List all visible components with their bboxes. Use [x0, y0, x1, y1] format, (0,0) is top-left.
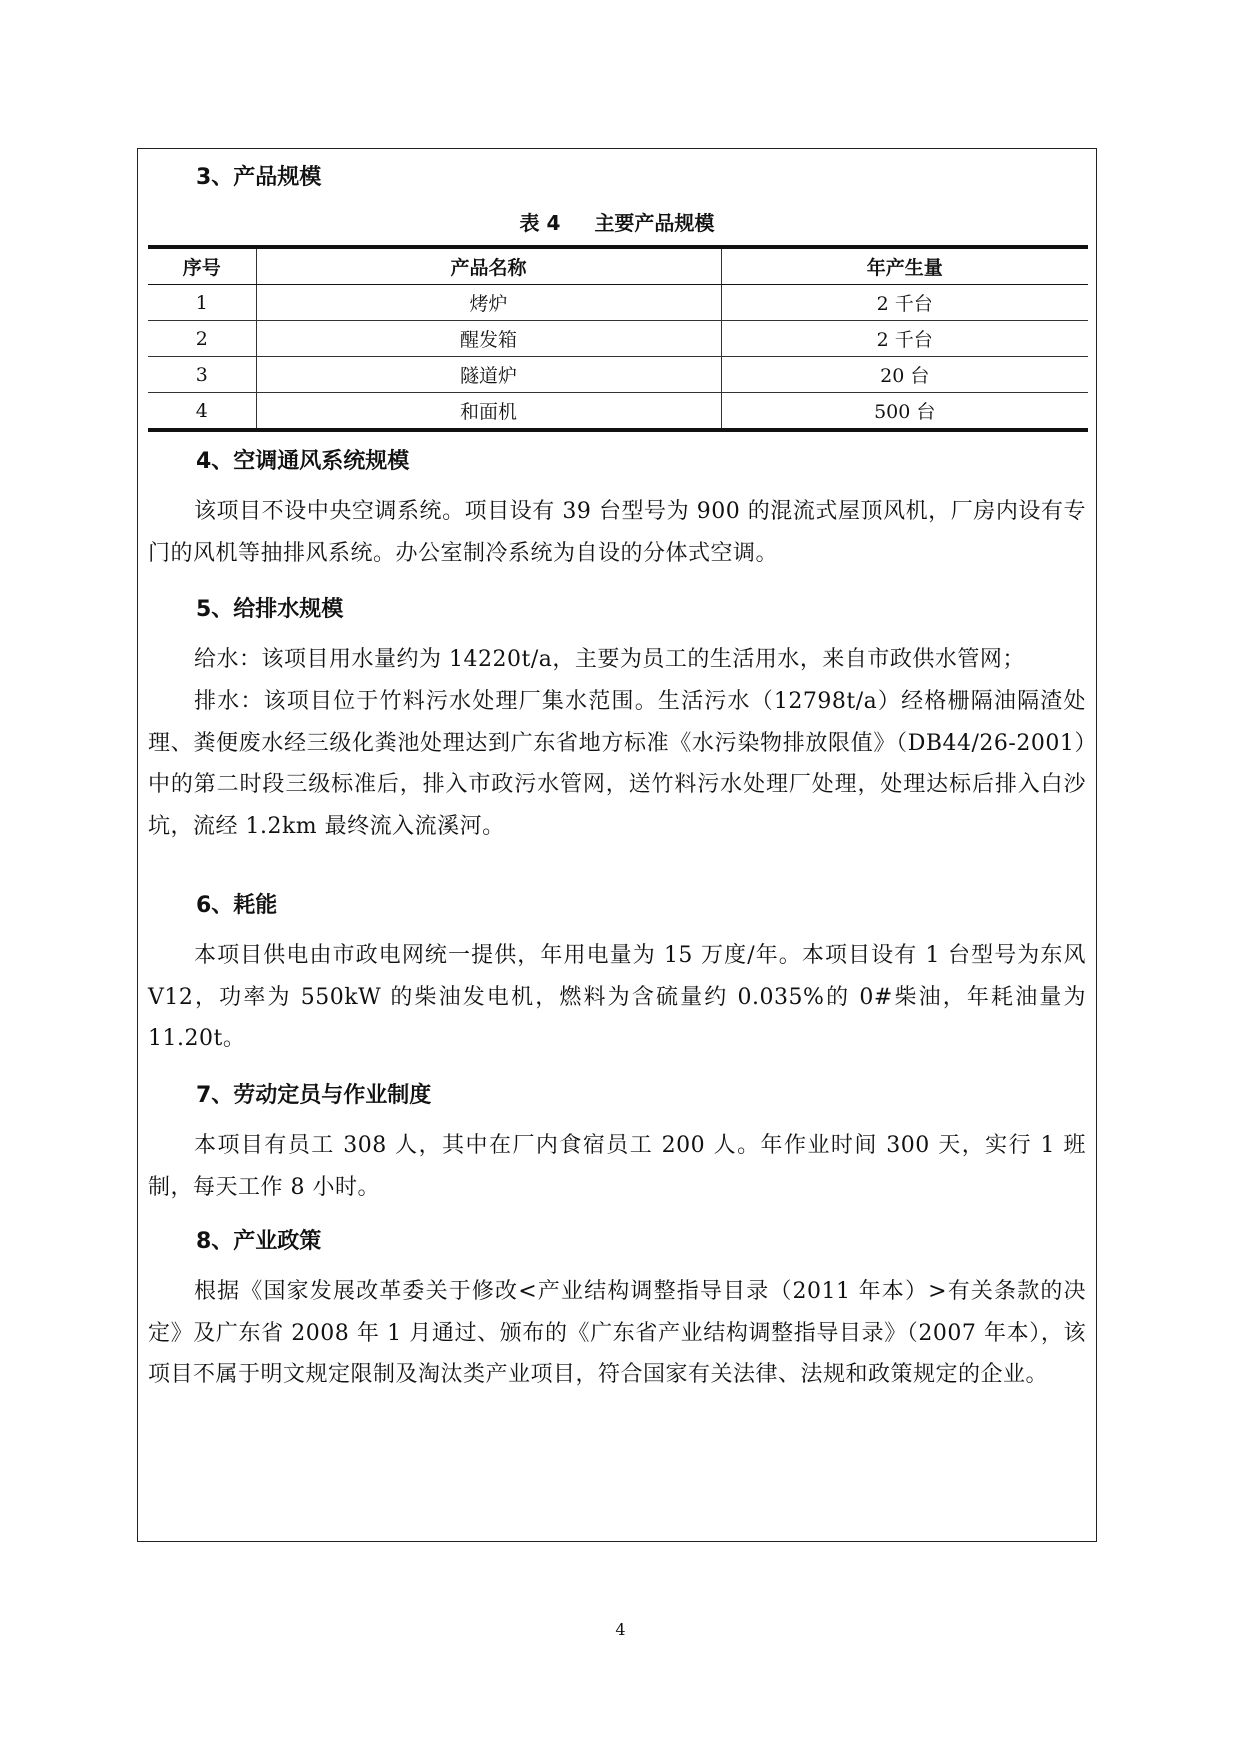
table-cell: 1	[148, 285, 256, 321]
table-cell: 20 台	[721, 357, 1088, 393]
table-cell: 500 台	[721, 393, 1088, 431]
table-cell: 和面机	[256, 393, 721, 431]
table-cell: 4	[195, 399, 208, 422]
table-cell: 2 千台	[721, 321, 1088, 357]
column-header-index: 序号	[148, 247, 256, 285]
table-row	[148, 393, 1088, 431]
table-row	[148, 357, 1088, 393]
table-header-row	[148, 247, 1088, 285]
section-heading-hvac: 4、空调通风系统规模	[196, 449, 410, 474]
table-caption-number: 表 4	[519, 211, 561, 235]
table-cell: 醒发箱	[256, 321, 721, 357]
table-cell: 烤炉	[256, 285, 721, 321]
product-scale-table	[148, 245, 1088, 432]
table-cell: 2	[148, 321, 256, 357]
section-heading-product-scale: 3、产品规模	[196, 165, 322, 190]
paragraph-hvac: 该项目不设中央空调系统。项目设有 39 台型号为 900 的混流式屋顶风机，厂房内设有专门的风机等抽排风系统。办公室制冷系统为自设的分体式空调。	[148, 499, 1086, 566]
table-cell: 3	[148, 357, 256, 393]
paragraph-labor: 本项目有员工 308 人，其中在厂内食宿员工 200 人。年作业时间 300 天，实行 1 班制，每天工作 8 小时。	[148, 1133, 1086, 1200]
column-header-product-name: 产品名称	[256, 247, 721, 285]
table-caption-title: 主要产品规模	[594, 211, 715, 235]
column-header-annual-output: 年产生量	[721, 247, 1088, 285]
paragraph-drainage: 排水：该项目位于竹料污水处理厂集水范围。生活污水（12798t/a）经格栅隔油隔渣处理、粪便废水经三级化粪池处理达到广东省地方标准《水污染物排放限值》（DB44/26-2001）中的第二时段三级标准后，排入市政污水管网，送竹料污水处理厂处理，处理达标后排入白沙坑，流经 1.2km 最终流入流溪河。	[148, 689, 1086, 839]
paragraph-policy: 根据《国家发展改革委关于修改<产业结构调整指导目录（2011 年本）>有关条款的决定》及广东省 2008 年 1 月通过、颁布的《广东省产业结构调整指导目录》（2007 年本），该项目不属于明文规定限制及淘汰类产业项目，符合国家有关法律、法规和政策规定的企业。	[148, 1279, 1086, 1387]
section-heading-water: 5、给排水规模	[196, 597, 344, 622]
table-cell: 2 千台	[721, 285, 1088, 321]
page-number: 4	[615, 1620, 626, 1639]
document-frame	[137, 148, 1097, 1542]
table-row	[148, 285, 1088, 321]
paragraph-water-supply: 给水：该项目用水量约为 14220t/a，主要为员工的生活用水，来自市政供水管网；	[194, 647, 1025, 672]
table-cell: 隧道炉	[256, 357, 721, 393]
section-heading-policy: 8、产业政策	[196, 1229, 322, 1254]
section-heading-labor: 7、劳动定员与作业制度	[196, 1083, 432, 1108]
section-heading-energy: 6、耗能	[196, 893, 278, 918]
table-row	[148, 321, 1088, 357]
paragraph-energy: 本项目供电由市政电网统一提供，年用电量为 15 万度/年。本项目设有 1 台型号为东风 V12，功率为 550kW 的柴油发电机，燃料为含硫量约 0.035%的 0#柴油，年耗油量为 11.20t。	[148, 943, 1086, 1051]
table-caption	[138, 207, 1096, 236]
